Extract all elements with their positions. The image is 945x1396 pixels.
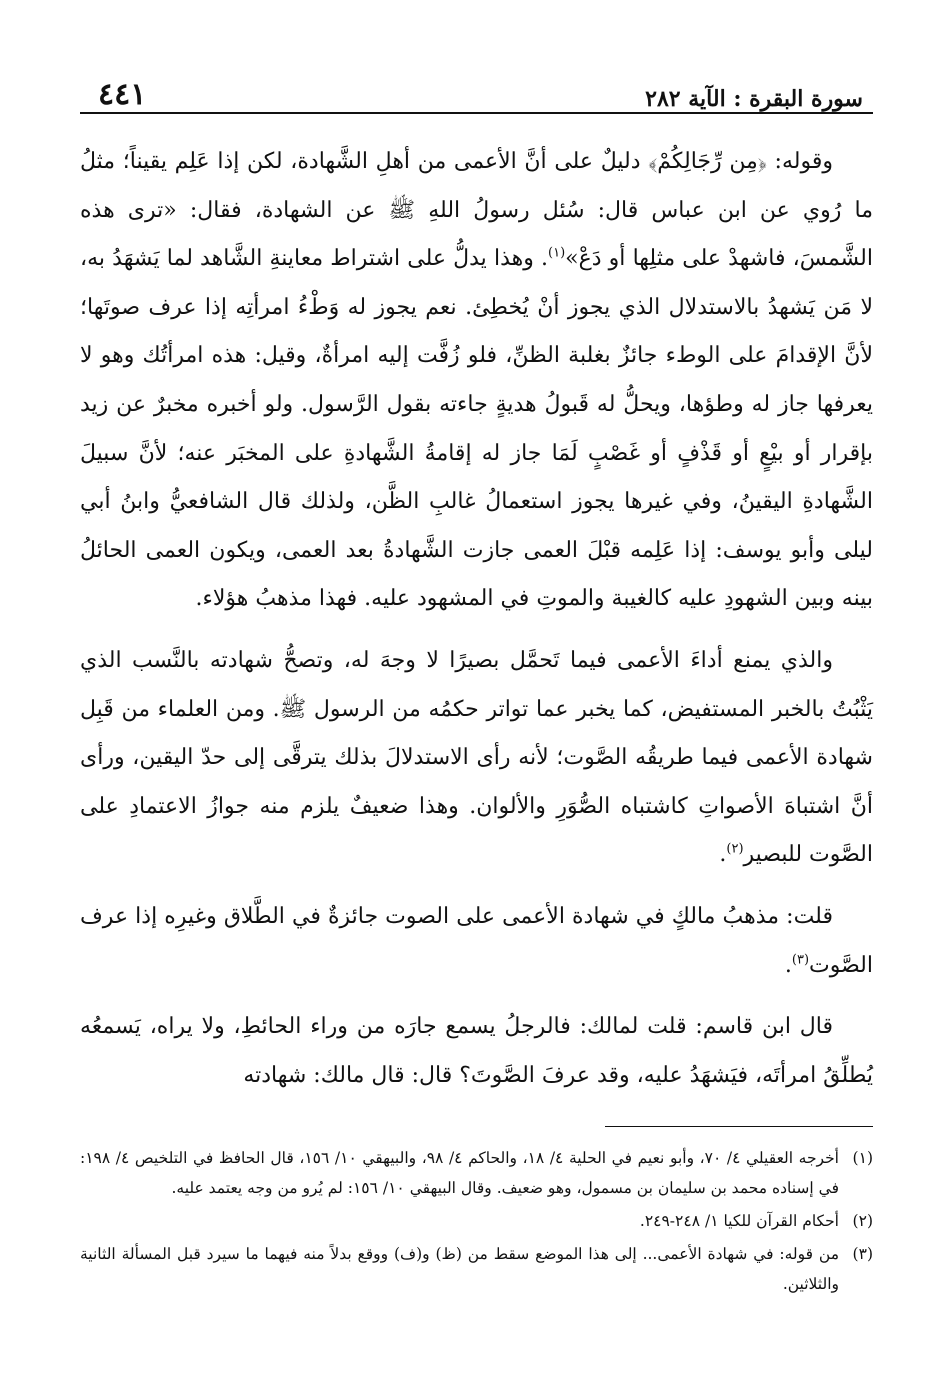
footnote [80, 1239, 873, 1299]
footnote-number: (١) [852, 1149, 873, 1168]
paragraph [80, 1003, 873, 1100]
text-run: قال ابن قاسم: قلت لمالك: فالرجلُ يسمع جارَه من وراء الحائطِ، ولا يراه، يَسمعُه يُطلِّقُ امرأتَه، فيَشهَدُ عليه، وقد عرفَ الصَّوتَ؟ قال: قال مالك: شهادته [80, 1014, 873, 1088]
footnote [80, 1143, 873, 1203]
paragraph [80, 138, 873, 624]
main-text [80, 138, 873, 1100]
text-run: . وهذا يدلُّ على اشتراط معاينةِ الشَّاهد لما يَشهَدُ به، لا مَن يَشهدُ بالاستدلال الذي يجوز أنْ يُخطِئ. نعم يجوز له وَطْءُ امرأتِه إذا عرف صوتَها؛ لأنَّ الإقدامَ على الوطء جائزٌ بغلبة الظنِّ، فلو زُفَّت إليه امرأةٌ، وقيل: هذه امرأتُك وهو لا يعرفها جاز له وطؤها، ويحلُّ له قَبولُ هديةٍ جاءته بقول الرَّسول. ولو أخبره مخبرٌ عن زيد بإقرار أو بيْعٍ أو قَذْفٍ أو غَصْبٍ لَمَا جاز له إقامةُ الشَّهادةِ على المخبَر عنه؛ لأنَّ سبيلَ الشَّهادةِ اليقينُ، وفي غيرها يجوز استعمالُ غالبِ الظَّن، ولذلك قال الشافعيُّ وابنُ أبي ليلى وأبو يوسف: إذا عَلِمه قبْلَ العمى جازت الشَّهادةُ بعد العمى، ويكون العمى الحائلُ بينه وبين الشهودِ عليه كالغيبة والموتِ في المشهود عليه. فهذا مذهبُ هؤلاء. [80, 246, 874, 612]
footnote-divider [605, 1126, 873, 1127]
footnotes [80, 1143, 873, 1299]
footnote [80, 1206, 873, 1236]
footnote-number: (٣) [852, 1245, 873, 1264]
quranic-quote: ﴿مِن رِّجَالِكُمْ﴾ [648, 149, 767, 174]
page-number: ٤٤١ [98, 77, 147, 112]
paragraph [80, 637, 873, 880]
text-run: . [719, 842, 727, 868]
text-run: . [784, 952, 792, 978]
footnote-text: أحكام القرآن للكيا ١/ ٢٤٨-٢٤٩. [639, 1212, 839, 1231]
text-run: وقوله: [766, 149, 833, 174]
footnote-marker: (٢) [726, 841, 744, 857]
text-run: والذي يمنع أداءَ الأعمى فيما تَحمَّل بصيرًا لا وجهَ له، وتصحُّ شهادته بالنَّسب الذي يَثْبُتُ بالخبر المستفيض، كما يخبر عما تواتر حكمُه من الرسول ﷺ. ومن العلماء من قَبِل شهادة الأعمى فيما طريقُه الصَّوت؛ لأنه رأى الاستدلالَ بذلك يترقَّى إلى حدّ اليقين، ورأى أنَّ اشتباهَ الأصواتِ كاشتباه الصُّوَرِ والألوان. وهذا ضعيفٌ يلزم منه جوازُ الاعتمادِ على الصَّوت للبصير [80, 647, 873, 868]
footnote-marker: (١) [548, 245, 566, 261]
paragraph [80, 893, 873, 990]
text-run: دليلٌ على أنَّ الأعمى من أهلِ الشَّهادة، لكن إذا عَلِم يقيناً؛ مثلُ ما رُوي عن ابن عباس قال: سُئل رسولُ اللهِ ﷺ عن الشهادة، فقال: «ترى هذه الشَّمسَ، فاشهدْ على مثلِها أو دَعْ» [80, 149, 873, 272]
running-head: سورة البقرة : الآية ٢٨٢ [645, 86, 863, 112]
footnote-text: أخرجه العقيلي ٤/ ٧٠، وأبو نعيم في الحلية ٤/ ١٨، والحاكم ٤/ ٩٨، والبيهقي ١٠/ ١٥٦، قال الحافظ في التلخيص ٤/ ١٩٨: في إسناده محمد بن سليمان بن مسمول، وهو ضعيف. وقال البيهقي ١٠/ ١٥٦: لم يُرو من وجه يعتمد عليه. [80, 1149, 839, 1198]
page-header [80, 62, 873, 114]
footnote-text: من قوله: في شهادة الأعمى... إلى هذا الموضع سقط من (ظ) و(ف) ووقع بدلاً منه فيهما ما سيرد قبل المسألة الثانية والثلاثين. [80, 1245, 839, 1294]
footnote-marker: (٣) [791, 952, 810, 968]
text-run: قلت: مذهبُ مالكٍ في شهادة الأعمى على الصوت جائزةٌ في الطَّلاق وغيرِه إذا عرف الصَّوت [80, 903, 873, 978]
footnote-number: (٢) [852, 1212, 873, 1231]
